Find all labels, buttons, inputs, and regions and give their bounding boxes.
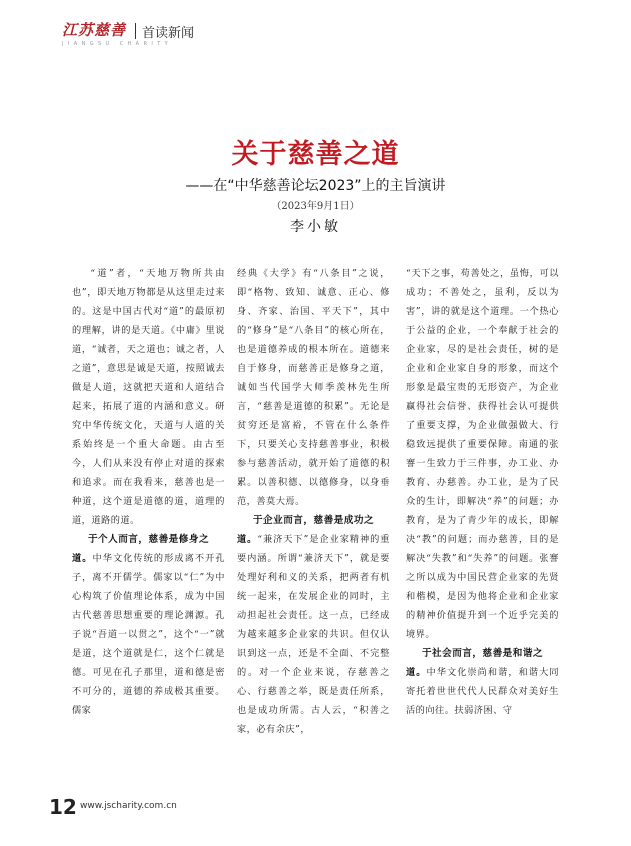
section-heading: 于个人而言，慈善是修身之 [87, 534, 210, 545]
article-author: 李小敏 [290, 219, 341, 235]
magazine-header [50, 17, 260, 57]
article-title: 关于慈善之道 [231, 139, 400, 170]
website-url: www.jscharity.com.cn [80, 801, 177, 811]
paragraph: 经典《大学》有“八条目”之说，即“格物、致知、诚意、正心、修身、齐家、治国、平天下”，其中的“修身”是“八条目”的核心所在，也是道德养成的根本所在。道德来自于修身，而慈善正是修身之道，诚如当代国学大师季羡林先生所言，“慈善是道德的积累”。无论是贫穷还是富裕，不管在什么条件下，只要关心支持慈善事业，积极参与慈善活动，就开始了道德的积累。以善积德、以德修身，以身垂范，善莫大焉。 [237, 268, 390, 507]
text-column-1 [72, 264, 225, 720]
brand-latin-name: JIANGSU CHARITY [62, 41, 173, 47]
paragraph: “天下之事，苟善处之，虽悔，可以成功；不善处之，虽利，反以为害”，讲的就是这个道理。一个热心于公益的企业，一个奉献于社会的企业家，尽的是社会责任，树的是企业和企业家自身的形象，而这个形象是最宝贵的无形资产，为企业赢得社会信誉、获得社会认可提供了重要支撑，为企业做强做大、行稳致远提供了重要保障。南通的张謇一生致力于三件事，办工业、办教育、办慈善。办工业，是为了民众的生计，即解决“养”的问题；办教育，是为了青少年的成长，即解决“教”的问题；而办慈善，目的是解决“失教”和“失养”的问题。张謇之所以成为中国民营企业家的先贤和楷模，是因为他将企业和企业家的精神价值提升到一个近乎完美的境界。 [406, 268, 559, 640]
paragraph [237, 530, 390, 739]
paragraph: “道”者，“天地万物所共由也”，即天地万物都是从这里走过来的。这是中国古代对“道”的最原初的理解，讲的是天道。《中庸》里说道，“诚者，天之道也；诚之者，人之道”，意思是诚是天道，按照诚去做是人道，这就把天道和人道结合起来，拓展了道的内涵和意义。研究中华传统文化，天道与人道的关系始终是一个重大命题。由古至今，人们从来没有停止对道的探索和追求。而在我看来，慈善也是一种道，这个道是道德的道，道理的道，道路的道。 [72, 268, 225, 526]
section-name: 首读新闻 [142, 26, 195, 41]
section-heading-continuation: 道。 [72, 553, 93, 564]
section-heading: 于社会而言，慈善是和谐之 [421, 648, 544, 659]
header-divider [135, 23, 136, 39]
text-column-2 [237, 264, 390, 739]
paragraph-text: 中华文化传统的形成离不开孔子，离不开儒学。儒家以“仁”为中心构筑了价值理论体系，成为中国古代慈善思想重要的理论渊源。孔子说“吾道一以贯之”，这个“一”就是道，这个道就是仁，这个仁就是德。可见在孔子那里，道和德是密不可分的，道德的养成极其重要。儒家 [72, 553, 226, 716]
page-number: 12 [49, 795, 77, 819]
section-heading-continuation: 道。 [406, 667, 427, 678]
section-heading-continuation: 道。 [237, 534, 258, 545]
paragraph [406, 663, 559, 720]
article-date: （2023年9月1日） [271, 201, 360, 212]
text-column-3 [406, 264, 559, 720]
section-heading: 于企业而言，慈善是成功之 [252, 515, 375, 526]
brand-logo: 江苏慈善 [62, 21, 127, 39]
paragraph [72, 549, 225, 720]
paragraph-text: 中华文化崇尚和谐，和谐大同寄托着世世代代人民群众对美好生活的向往。扶弱济困、守 [406, 667, 560, 716]
article-subtitle: ——在“中华慈善论坛2023”上的主旨演讲 [185, 178, 446, 194]
paragraph-text: “兼济天下”是企业家精神的重要内涵。所谓“兼济天下”，就是要处理好利和义的关系，把两者有机统一起来，在发展企业的同时，主动担起社会责任。这一点，已经成为越来越多企业家的共识。但仅认识到这一点，还是不全面、不完整的。对一个企业来说，存慈善之心、行慈善之举，既是责任所系，也是成功所需。古人云，“积善之家，必有余庆”， [237, 534, 390, 735]
